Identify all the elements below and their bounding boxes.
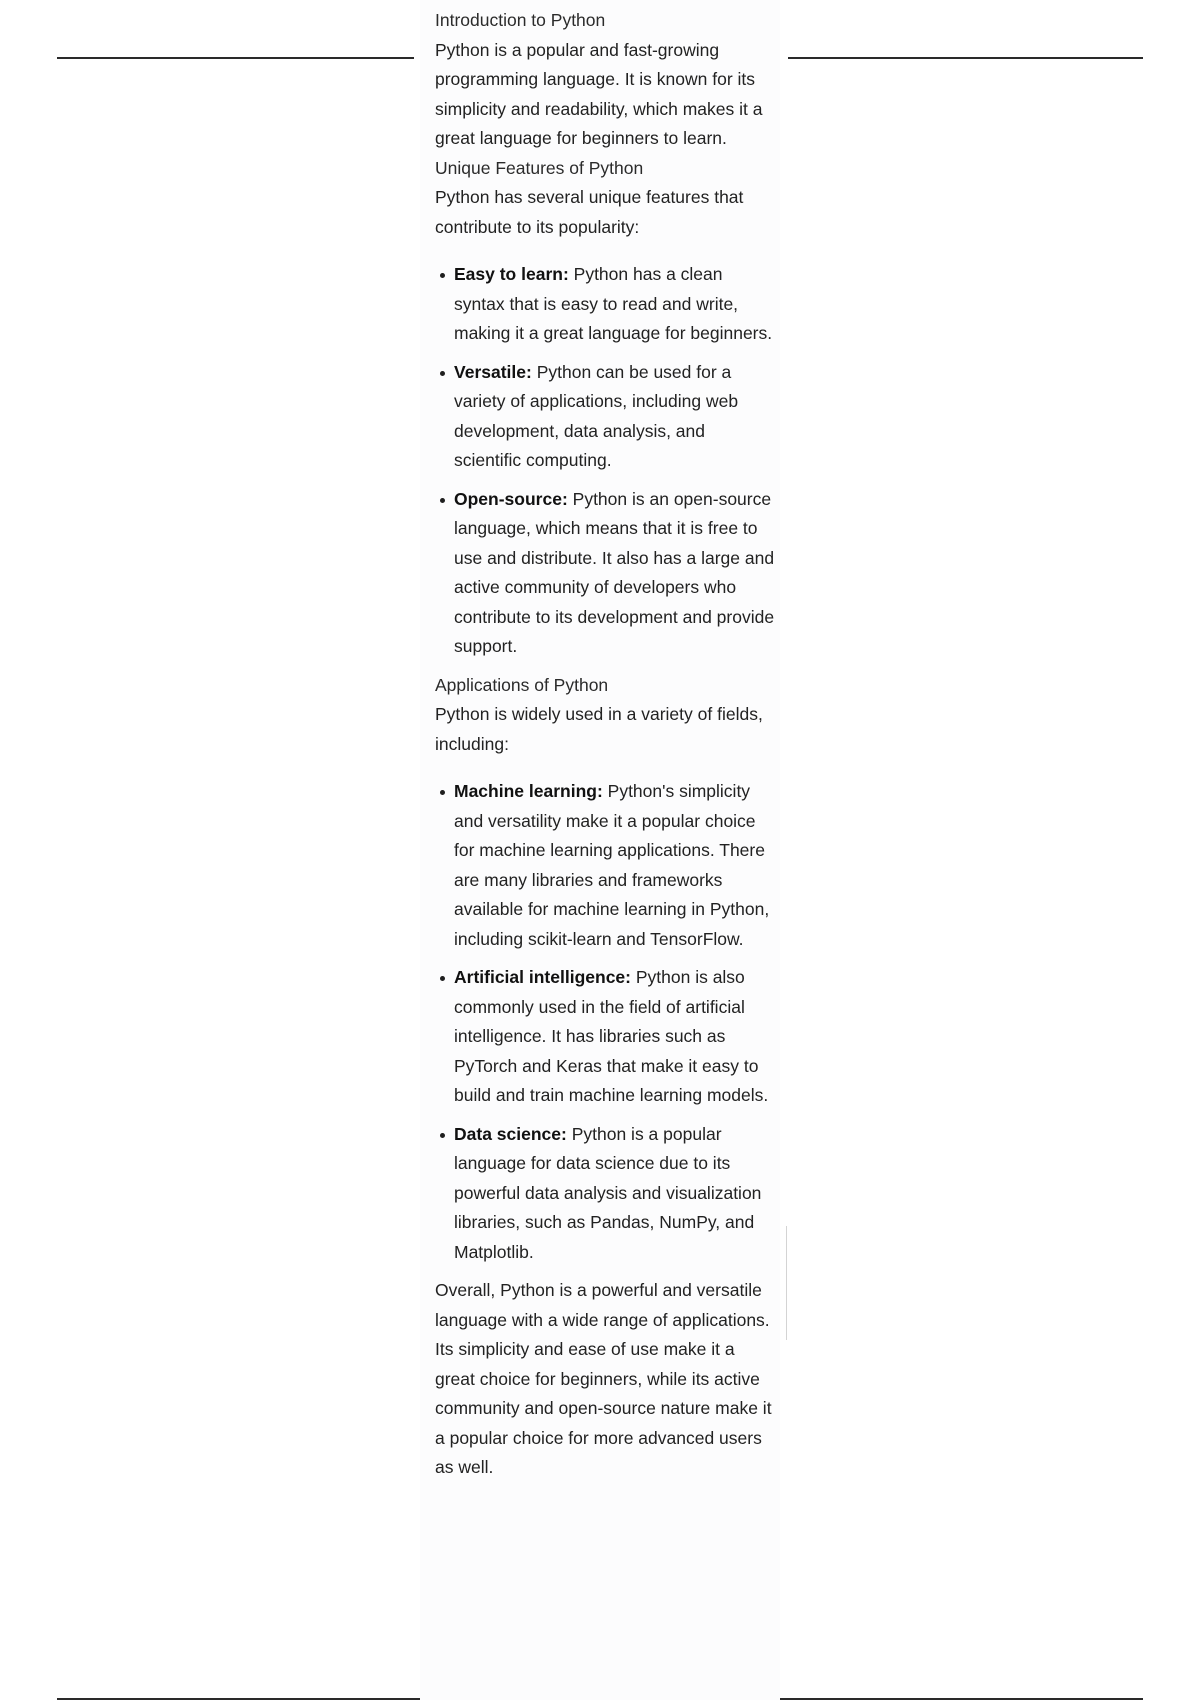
features-heading: Unique Features of Python [435, 157, 644, 178]
list-item-term: Versatile: [454, 361, 532, 382]
list-item [435, 358, 775, 476]
top-right-rule [788, 57, 1143, 59]
list-item-term: Data science: [454, 1123, 567, 1144]
list-item [435, 260, 775, 349]
features-list [435, 260, 775, 662]
top-left-rule [57, 57, 414, 59]
list-item-text: Python can be used for a variety of applications, including web development, data analysis, and scientific computing. [454, 361, 739, 470]
column-edge-line [786, 1226, 787, 1340]
list-item-text: Python is a popular language for data science due to its powerful data analysis and visualization libraries, such as Pandas, NumPy, and Matplotlib. [454, 1123, 762, 1262]
list-item [435, 1120, 775, 1268]
intro-paragraph: Python is a popular and fast-growing programming language. It is known for its simplicity and readability, which makes it a great language for beginners to learn. [435, 39, 763, 148]
applications-heading: Applications of Python [435, 674, 609, 695]
list-item [435, 777, 775, 954]
article [435, 6, 775, 1483]
applications-list [435, 777, 775, 1267]
list-item [435, 485, 775, 662]
features-paragraph: Python has several unique features that contribute to its popularity: [435, 187, 744, 237]
list-item-text: Python is also commonly used in the field of artificial intelligence. It has libraries such as PyTorch and Keras that make it easy to build and train machine learning models. [454, 967, 769, 1105]
list-item-text: Python is an open-source language, which means that it is free to use and distribute. It also has a large and active community of developers who contribute to its development and provide support. [454, 488, 775, 656]
list-item-text: Python's simplicity and versatility make it a popular choice for machine learning applications. There are many libraries and frameworks available for machine learning in Python, including scikit-learn and TensorFlow. [454, 781, 770, 949]
list-item-term: Easy to learn: [454, 264, 569, 284]
list-item-text: Python has a clean syntax that is easy to read and write, making it a great language for beginners. [454, 264, 773, 343]
intro-heading: Introduction to Python [435, 10, 606, 30]
list-item-term: Open-source: [454, 488, 568, 509]
applications-paragraph: Python is widely used in a variety of fields, including: [435, 704, 763, 754]
conclusion-paragraph: Overall, Python is a powerful and versatile language with a wide range of applications. Its simplicity and ease of use make it a great choice for beginners, while its active community and open-source nature make it a popular choice for more advanced users as well. [435, 1280, 772, 1477]
list-item [435, 963, 775, 1111]
list-item-term: Machine learning: [454, 781, 603, 801]
list-item-term: Artificial intelligence: [454, 967, 631, 987]
